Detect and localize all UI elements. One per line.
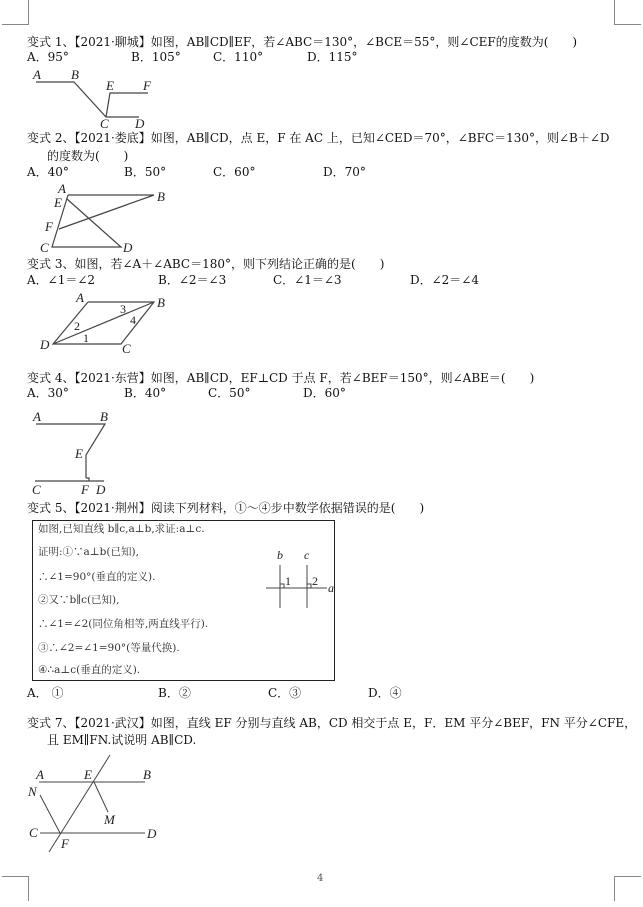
figure-label: C: [32, 482, 41, 497]
question-7-cont: 且 EM∥FN.试说明 AB∥CD.: [47, 733, 197, 747]
figure-label: 2: [74, 319, 80, 333]
q1-option-a: A．95°: [27, 50, 69, 64]
q2-option-b: B．50°: [124, 165, 167, 179]
q5-option-d: D．④: [368, 686, 402, 700]
material-line: ∴∠1=∠2(同位角相等,两直线平行).: [38, 618, 209, 630]
figure-label: B: [157, 295, 165, 310]
question-2-cont: 的度数为( ): [47, 149, 129, 163]
figure-label: E: [75, 446, 83, 461]
figure-label: B: [71, 67, 79, 82]
q2-option-a: A．40°: [27, 165, 69, 179]
question-1: 变式 1、【2021·聊城】如图，AB∥CD∥EF，若∠ABC＝130°，∠BCE＝55°，则∠CEF的度数为( ): [27, 35, 578, 49]
figure-label: E: [84, 767, 92, 782]
figure-5: [266, 548, 334, 608]
question-4: 变式 4、【2021·东营】如图，AB∥CD，EF⊥CD 于点 F，若∠BEF＝150°，则∠ABE＝( ): [27, 371, 535, 385]
figure-label: D: [147, 826, 157, 841]
q3-option-c: C．∠1＝∠3: [273, 273, 342, 287]
q5-option-a: A． ①: [27, 686, 64, 700]
figure-label: A: [33, 409, 41, 424]
question-2: 变式 2、【2021·娄底】如图，AB∥CD，点 E，F 在 AC 上，已知∠CED＝70°，∠BFC＝130°，则∠B＋∠D: [27, 131, 610, 145]
figure-label: b: [277, 548, 283, 562]
figure-label: D: [40, 337, 50, 352]
q3-option-a: A．∠1＝∠2: [27, 273, 96, 287]
page-number: 4: [317, 873, 324, 884]
material-line: ③∴∠2=∠1=90°(等量代换).: [38, 642, 180, 654]
figure-1: [32, 67, 152, 131]
figure-label: C: [100, 116, 109, 131]
q4-option-c: C．50°: [208, 386, 251, 400]
figure-label: 2: [312, 574, 318, 588]
figure-4: [32, 409, 108, 497]
figure-label: B: [157, 189, 165, 204]
figure-label: C: [122, 341, 131, 356]
material-line: 如图,已知直线 b∥c,a⊥b,求证:a⊥c.: [38, 523, 205, 535]
figure-label: 1: [83, 331, 89, 345]
figure-label: 4: [130, 313, 136, 327]
figure-label: A: [33, 67, 41, 82]
q4-option-a: A．30°: [27, 386, 69, 400]
figure-label: F: [81, 482, 89, 497]
q2-option-d: D．70°: [323, 165, 366, 179]
figure-label: E: [106, 78, 114, 93]
figure-label: C: [29, 825, 38, 840]
figure-label: C: [40, 240, 49, 255]
figure-label: F: [61, 836, 69, 851]
question-5: 变式 5、【2021·荆州】阅读下列材料，①～④步中数学依据错误的是( ): [27, 501, 425, 515]
q1-option-b: B．105°: [131, 50, 181, 64]
q2-option-c: C．60°: [213, 165, 256, 179]
material-line: 证明:①∵a⊥b(已知),: [38, 546, 139, 558]
figure-label: c: [304, 548, 310, 562]
figure-label: D: [123, 240, 133, 255]
question-7: 变式 7、【2021·武汉】如图，直线 EF 分别与直线 AB，CD 相交于点 E，F．EM 平分∠BEF，FN 平分∠CFE，: [27, 716, 637, 730]
figure-3: [39, 290, 165, 356]
figure-label: A: [76, 290, 84, 305]
figure-label: F: [143, 78, 151, 93]
q5-option-c: C．③: [268, 686, 302, 700]
figure-2: [40, 181, 165, 255]
figure-label: 3: [120, 302, 126, 316]
figure-label: M: [104, 812, 115, 827]
figure-label: N: [28, 784, 37, 799]
question-3: 变式 3、如图，若∠A＋∠ABC＝180°，则下列结论正确的是( ): [27, 257, 385, 271]
q5-option-b: B．②: [158, 686, 191, 700]
q3-option-d: D．∠2＝∠4: [410, 273, 480, 287]
figure-label: E: [54, 195, 62, 210]
figure-label: 1: [285, 574, 291, 588]
figure-label: D: [96, 482, 106, 497]
q3-option-b: B．∠2＝∠3: [158, 273, 227, 287]
figure-label: F: [45, 219, 53, 234]
q4-option-d: D．60°: [303, 386, 346, 400]
figure-label: A: [58, 181, 66, 196]
q1-option-c: C．110°: [213, 50, 264, 64]
figure-label: a: [328, 581, 334, 595]
material-line: ④∴a⊥c(垂直的定义).: [38, 664, 141, 676]
figure-7: [27, 755, 157, 852]
figure-label: A: [36, 767, 44, 782]
material-line: ②又∵b∥c(已知),: [38, 594, 120, 606]
figure-label: B: [100, 409, 108, 424]
q1-option-d: D．115°: [307, 50, 358, 64]
material-line: ∴∠1=90°(垂直的定义).: [38, 571, 156, 583]
figure-label: B: [143, 767, 151, 782]
figure-label: D: [135, 116, 145, 131]
q4-option-b: B．40°: [124, 386, 167, 400]
